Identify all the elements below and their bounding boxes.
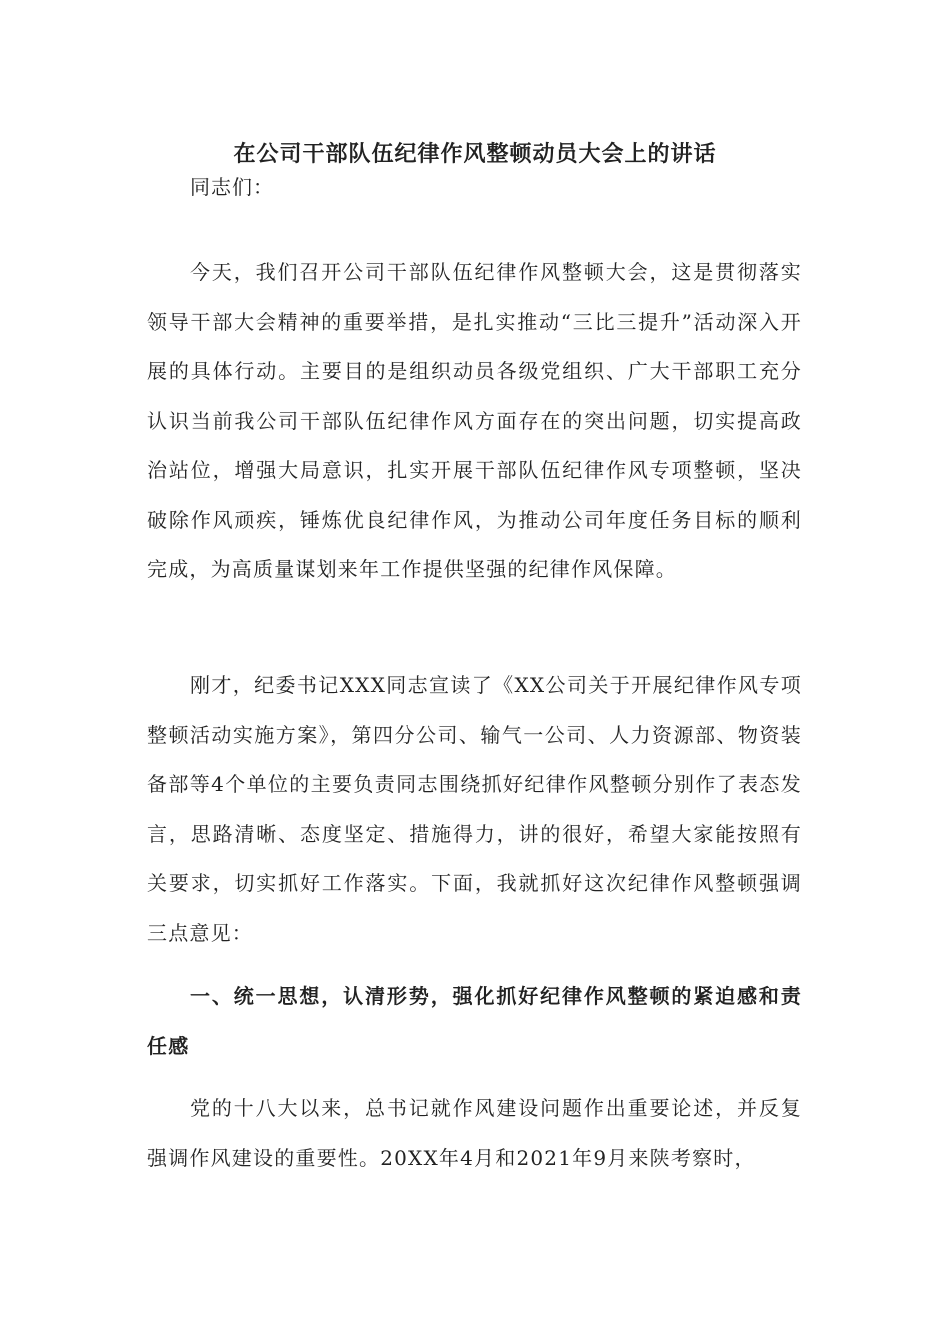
paragraph-section-one: 党的十八大以来，总书记就作风建设问题作出重要论述，并反复强调作风建设的重要性。20XX年4月和2021年9月来陕考察时，	[147, 1096, 802, 1170]
paragraph-agenda: 刚才，纪委书记XXX同志宣读了《XX公司关于开展纪律作风专项整顿活动实施方案》，第四分公司、输气一公司、人力资源部、物资装备部等4个单位的主要负责同志围绕抓好纪律作风整顿分别作了表态发言，思路清晰、态度坚定、措施得力，讲的很好，希望大家能按照有关要求，切实抓好工作落实。下面，我就抓好这次纪律作风整顿强调三点意见：	[147, 673, 802, 945]
document-title: 在公司干部队伍纪律作风整顿动员大会上的讲话	[233, 141, 717, 167]
salutation: 同志们：	[190, 175, 274, 199]
paragraph-opening: 今天，我们召开公司干部队伍纪律作风整顿大会，这是贯彻落实领导干部大会精神的重要举措，是扎实推动“三比三提升”活动深入开展的具体行动。主要目的是组织动员各级党组织、广大干部职工充分认识当前我公司干部队伍纪律作风方面存在的突出问题，切实提高政治站位，增强大局意识，扎实开展干部队伍纪律作风专项整顿，坚决破除作风顽疾，锤炼优良纪律作风，为推动公司年度任务目标的顺利完成，为高质量谋划来年工作提供坚强的纪律作风保障。	[147, 260, 802, 581]
section-heading-one: 一、统一思想，认清形势，强化抓好纪律作风整顿的紧迫感和责任感	[147, 984, 802, 1058]
